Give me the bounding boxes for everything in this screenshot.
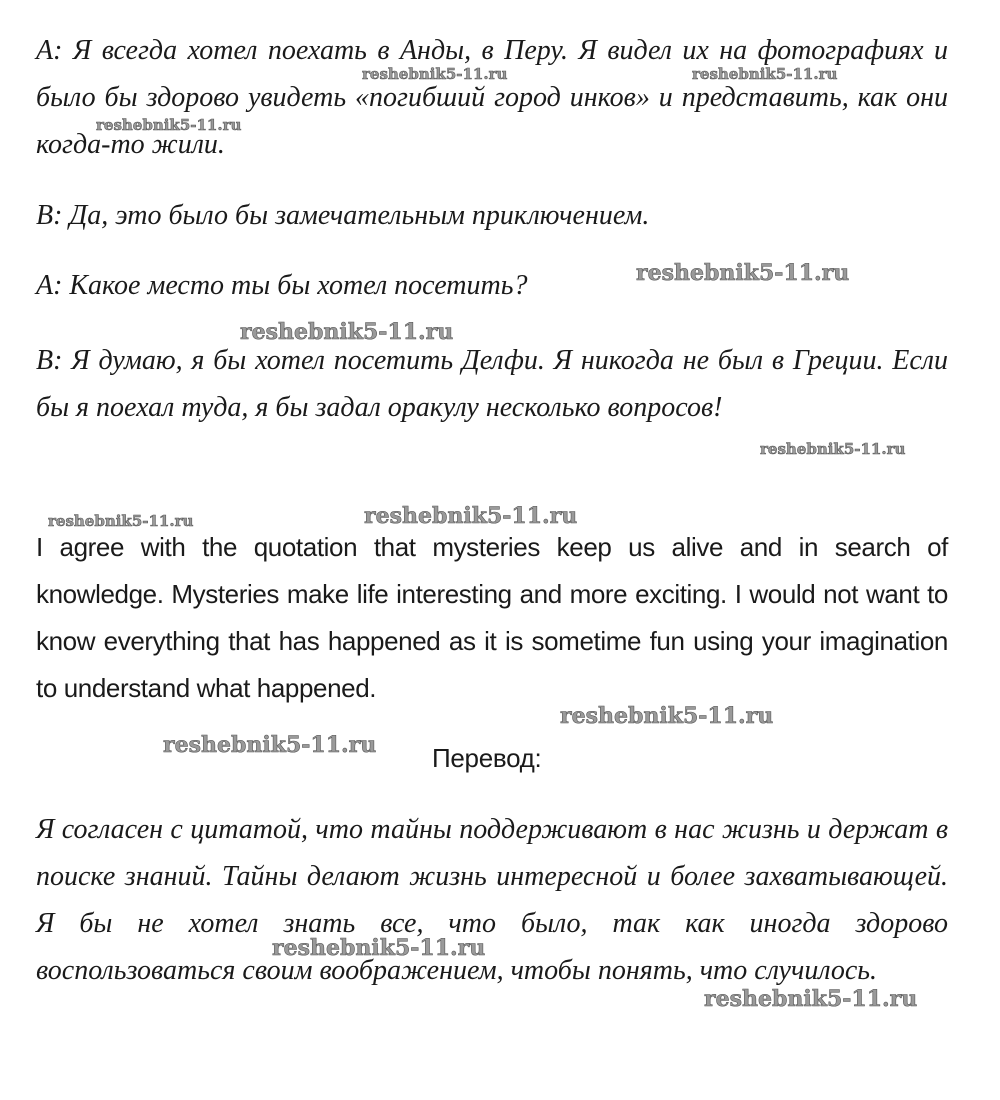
translation-paragraph: Я согласен с цитатой, что тайны поддерживают в нас жизнь и держат в поиске знаний. Тайны делают жизнь интересной и более захватывающей. Я бы не хотел знать все, что было, так как иногда здорово воспользоваться своим воображением, чтобы понять, что случилось. <box>36 814 948 986</box>
watermark: reshebnik5-11.ru <box>704 986 918 1012</box>
watermark: reshebnik5-11.ru <box>362 65 508 83</box>
dialogue-line-b2: B: Я думаю, я бы хотел посетить Делфи. Я никогда не был в Греции. Если бы я поехал туда, я бы задал оракулу несколько вопросов! <box>36 345 948 423</box>
translation-heading: Перевод: <box>432 743 542 773</box>
essay-paragraph: I agree with the quotation that mysteries keep us alive and in search of knowledge. Mysteries make life interesting and more exciting. I would not want to know everything that has happened as it is sometime fun using your imagination to understand what happened. <box>36 532 948 703</box>
watermark: reshebnik5-11.ru <box>692 65 838 83</box>
watermark: reshebnik5-11.ru <box>636 260 850 286</box>
dialogue-line-a2: A: Какое место ты бы хотел посетить? <box>36 270 528 301</box>
watermark: reshebnik5-11.ru <box>272 935 486 961</box>
watermark: reshebnik5-11.ru <box>240 319 454 345</box>
watermark: reshebnik5-11.ru <box>560 703 774 729</box>
watermark: reshebnik5-11.ru <box>96 116 242 134</box>
dialogue-line-b1: B: Да, это было бы замечательным приключением. <box>36 200 650 231</box>
dialogue-line-a1: A: Я всегда хотел поехать в Анды, в Перу. Я видел их на фотографиях и было бы здорово увидеть «погибший город инков» и представить, как они когда-то жили. <box>36 35 948 160</box>
watermark: reshebnik5-11.ru <box>163 732 377 758</box>
watermark: reshebnik5-11.ru <box>48 512 194 530</box>
watermark: reshebnik5-11.ru <box>364 503 578 529</box>
watermark: reshebnik5-11.ru <box>760 440 906 458</box>
